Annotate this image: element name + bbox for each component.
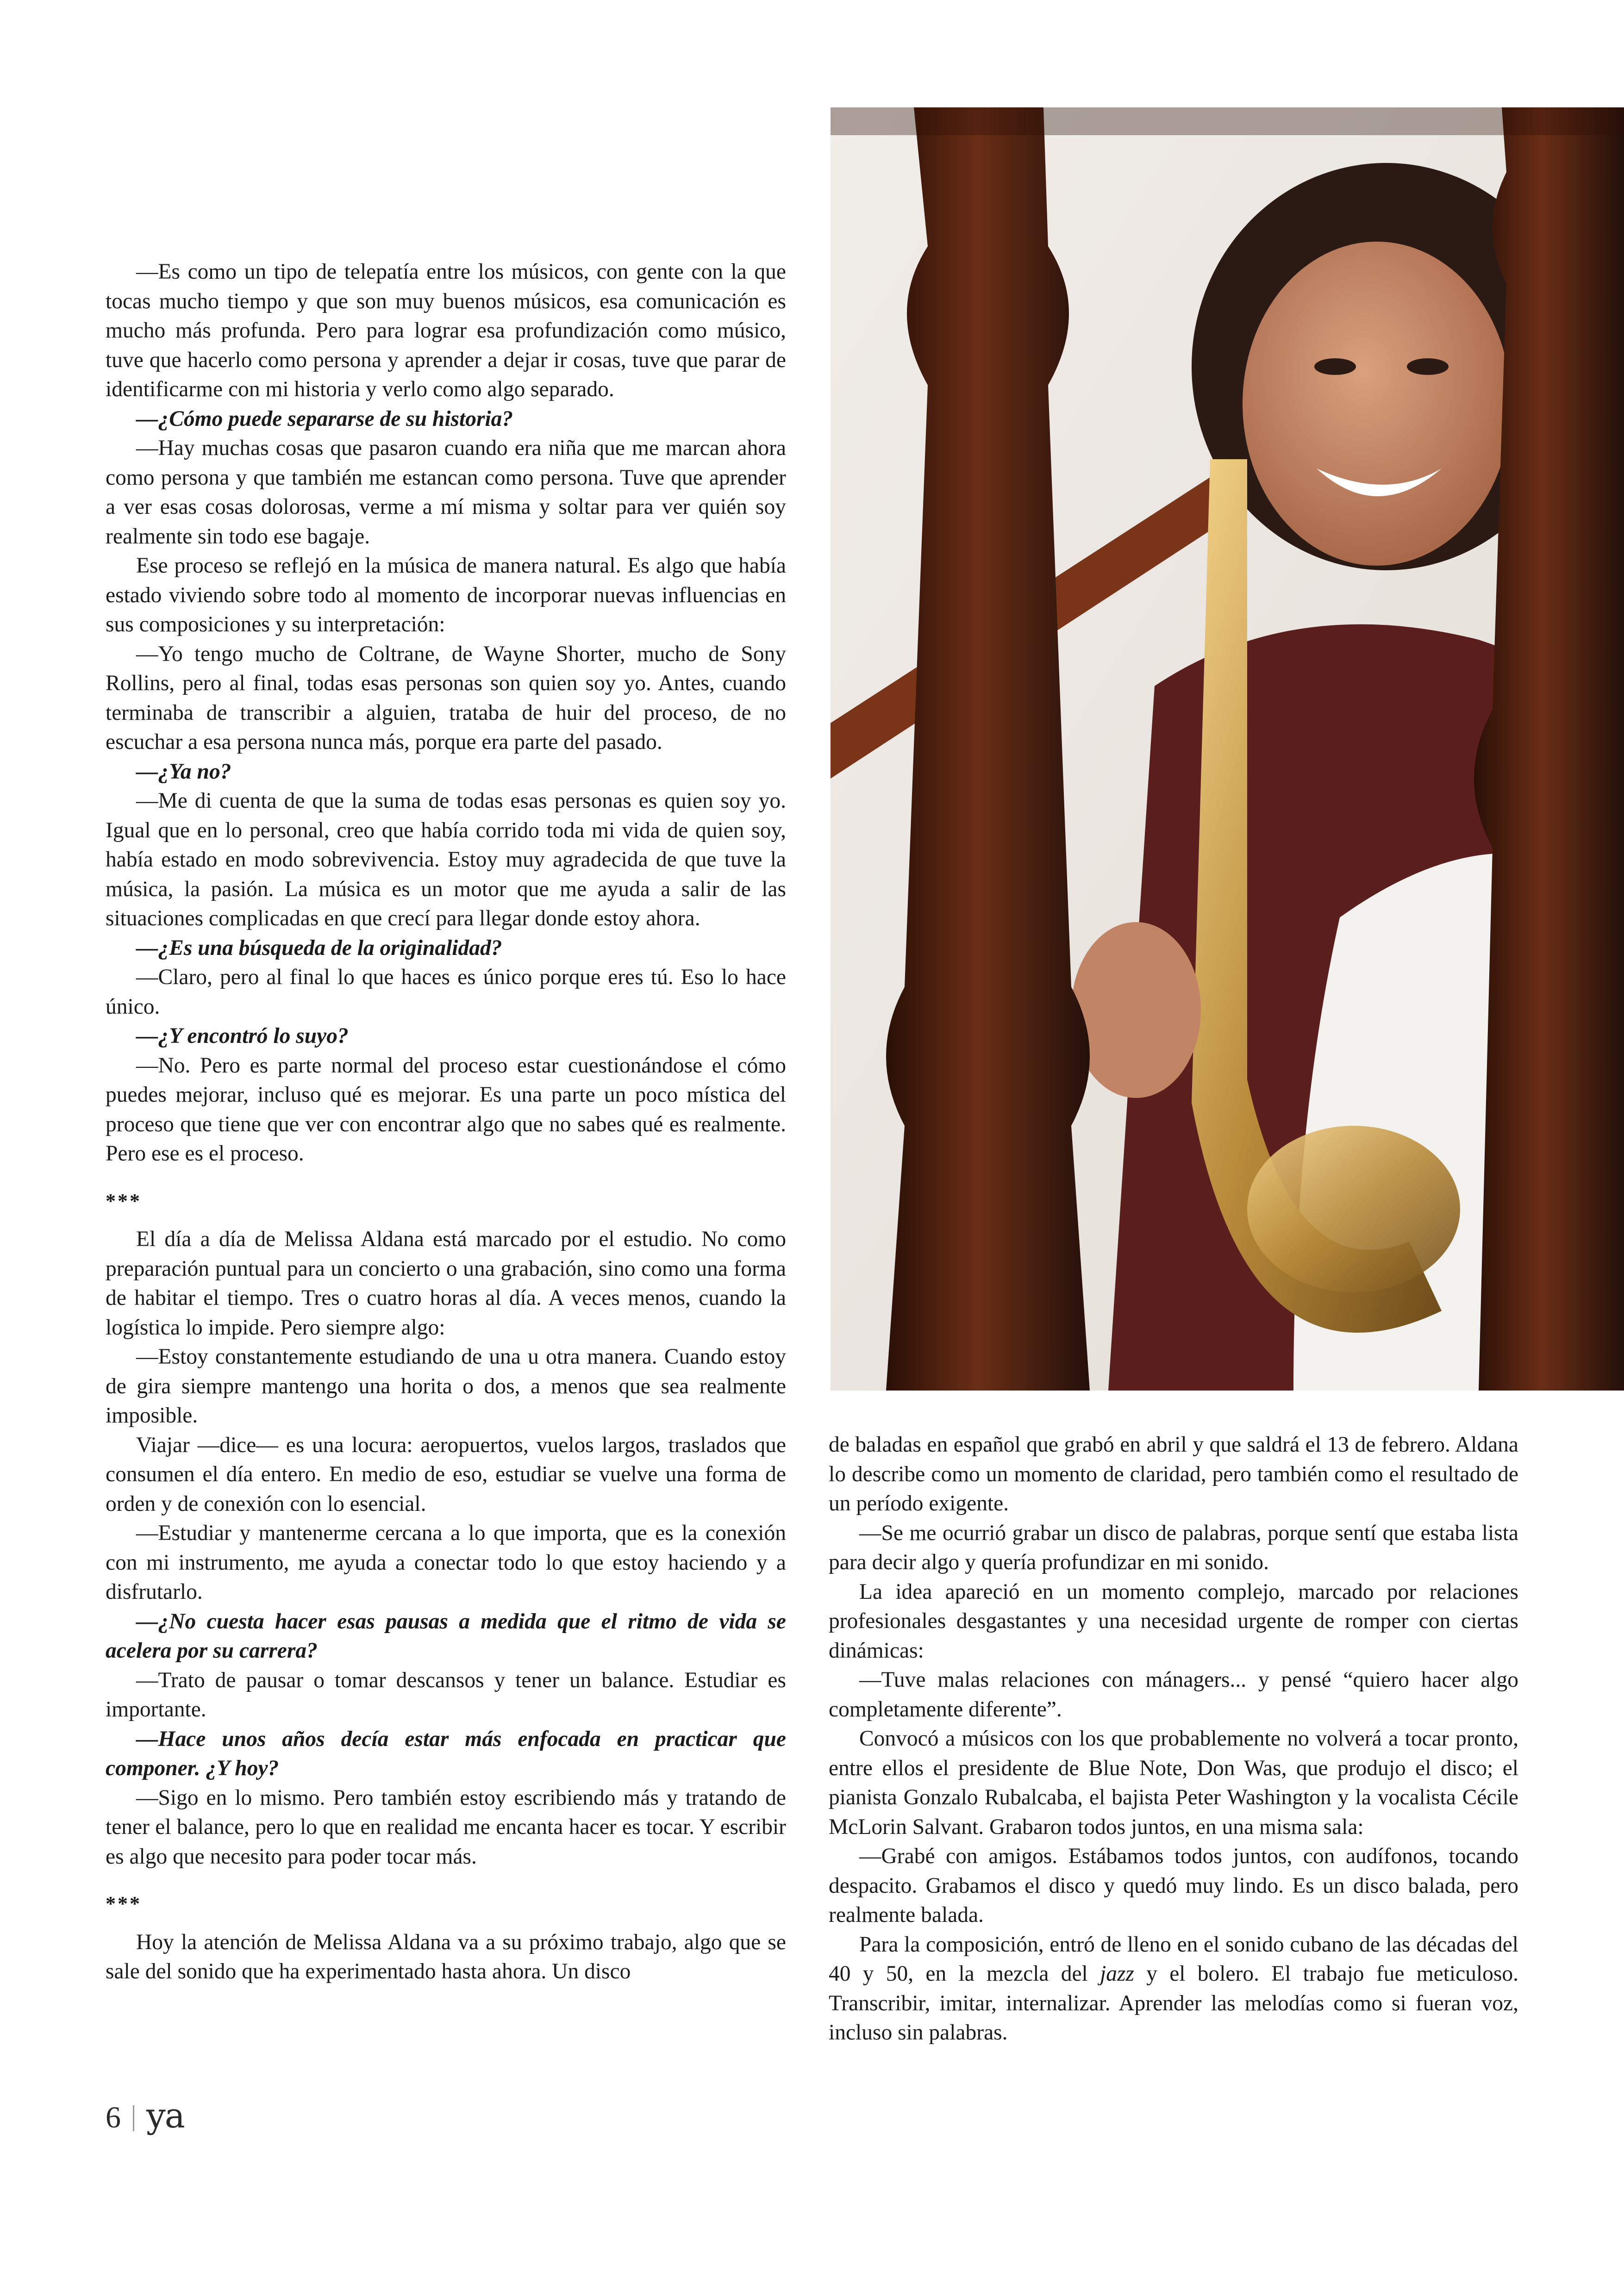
portrait-photo xyxy=(831,107,1624,1391)
page-footer xyxy=(106,2096,184,2136)
body-paragraph: —Tuve malas relaciones con mánagers... y pensé “quiero hacer algo completamente diferente”. xyxy=(829,1668,1518,1721)
body-paragraph: —Estudiar y mantenerme cercana a lo que importa, que es la conexión con mi instrumento, me ayuda a conectar todo lo que estoy haciendo y a disfrutarlo. xyxy=(106,1521,786,1604)
page-number: 6 xyxy=(106,2101,121,2134)
interview-question: —Hace unos años decía estar más enfocada en practicar que componer. ¿Y hoy? xyxy=(106,1727,786,1780)
body-paragraph: —Es como un tipo de telepatía entre los músicos, con gente con la que tocas mucho tiempo y que son muy buenos músicos, esa comunicación es mucho más profunda. Pero para lograr esa profundización como músico, tuve que hacerlo como persona y aprender a dejar ir cosas, tuve que parar de identificarme con mi historia y verlo como algo separado. xyxy=(106,260,786,401)
section-separator: *** xyxy=(106,1189,142,1212)
footer-divider xyxy=(133,2105,134,2131)
paragraph-text: y el bolero. El trabajo fue meticuloso. Transcribir, imitar, internalizar. Aprender las melodías como si fueran voz, incluso sin palabras. xyxy=(829,1962,1519,2045)
body-paragraph: —Me di cuenta de que la suma de todas esas personas es quien soy yo. Igual que en lo personal, creo que había corrido toda mi vida de quien soy, había estado en modo sobrevivencia. Estoy muy agradecida de que tuve la música, la pasión. La música es un motor que me ayuda a salir de las situaciones complicadas en que crecí para llegar donde estoy ahora. xyxy=(106,789,786,930)
body-paragraph xyxy=(829,1930,1518,2048)
body-paragraph: Ese proceso se reflejó en la música de manera natural. Es algo que había estado viviendo sobre todo al momento de incorporar nuevas influencias en sus composiciones y su interpretación: xyxy=(106,554,786,636)
italic-term: jazz xyxy=(1100,1962,1134,1986)
body-paragraph: Hoy la atención de Melissa Aldana va a su próximo trabajo, algo que se sale del sonido que ha experimentado hasta ahora. Un disco xyxy=(106,1930,786,1983)
right-text-column xyxy=(829,1430,1518,2048)
body-paragraph: —Trato de pausar o tomar descansos y tener un balance. Estudiar es importante. xyxy=(106,1668,786,1721)
interview-question: —¿Y encontró lo suyo? xyxy=(136,1024,349,1048)
body-paragraph: —Grabé con amigos. Estábamos todos juntos, con audífonos, tocando despacito. Grabamos el disco y quedó muy lindo. Es un disco balada, pero realmente balada. xyxy=(829,1844,1518,1927)
body-paragraph: —No. Pero es parte normal del proceso estar cuestionándose el cómo puedes mejorar, incluso qué es mejorar. Es una parte un poco mística del proceso que tiene que ver con encontrar algo que no sabes qué es realmente. Pero ese es el proceso. xyxy=(106,1053,786,1166)
body-paragraph: Convocó a músicos con los que probablemente no volverá a tocar pronto, entre ellos el presidente de Blue Note, Don Was, que produjo el disco; el pianista Gonzalo Rubalcaba, el bajista Peter Washington y la vocalista Cécile McLorin Salvant. Grabaron todos juntos, en una misma sala: xyxy=(829,1727,1518,1839)
paragraph-text: Para la composición, entró de lleno en el sonido cubano de las décadas del 40 y 50, en la mezcla del xyxy=(829,1932,1518,1986)
body-paragraph: —Sigo en lo mismo. Pero también estoy escribiendo más y tratando de tener el balance, pero lo que en realidad me encanta hacer es tocar. Y escribir es algo que necesito para poder tocar más. xyxy=(106,1785,786,1869)
interview-question: —¿Ya no? xyxy=(136,759,231,784)
section-separator: *** xyxy=(106,1892,142,1915)
body-paragraph: —Se me ocurrió grabar un disco de palabras, porque sentí que estaba lista para decir algo y quería profundizar en mi sonido. xyxy=(829,1521,1518,1574)
magazine-logo: ya xyxy=(146,2096,184,2136)
body-paragraph: La idea apareció en un momento complejo, marcado por relaciones profesionales desgastantes y una necesidad urgente de romper con ciertas dinámicas: xyxy=(829,1579,1518,1663)
interview-question: —¿No cuesta hacer esas pausas a medida que el ritmo de vida se acelera por su carrera? xyxy=(106,1609,786,1663)
saxophonist-portrait-illustration xyxy=(831,107,1624,1391)
body-paragraph: Viajar —dice— es una locura: aeropuertos, vuelos largos, traslados que consumen el día entero. En medio de eso, estudiar se vuelve una forma de orden y de conexión con lo esencial. xyxy=(106,1433,786,1516)
body-paragraph: —Estoy constantemente estudiando de una u otra manera. Cuando estoy de gira siempre mantengo una horita o dos, a menos que sea realmente imposible. xyxy=(106,1345,786,1428)
body-paragraph: —Claro, pero al final lo que haces es único porque eres tú. Eso lo hace único. xyxy=(106,965,786,1019)
body-paragraph: de baladas en español que grabó en abril y que saldrá el 13 de febrero. Aldana lo describe como un momento de claridad, pero también como el resultado de un período exigente. xyxy=(829,1433,1518,1515)
interview-question: —¿Cómo puede separarse de su historia? xyxy=(136,406,513,431)
interview-question: —¿Es una búsqueda de la originalidad? xyxy=(136,935,502,960)
left-text-column xyxy=(106,257,786,1987)
body-paragraph: —Hay muchas cosas que pasaron cuando era niña que me marcan ahora como persona y que también me estancan como persona. Tuve que aprender a ver esas cosas dolorosas, verme a mí misma y soltar para ver quién soy realmente sin todo ese bagaje. xyxy=(106,436,786,549)
body-paragraph: —Yo tengo mucho de Coltrane, de Wayne Shorter, mucho de Sony Rollins, pero al final, todas esas personas son quien soy yo. Antes, cuando terminaba de transcribir a alguien, trataba de huir del proceso, de no escuchar a esa persona nunca más, porque era parte del pasado. xyxy=(106,642,786,754)
body-paragraph: El día a día de Melissa Aldana está marcado por el estudio. No como preparación puntual para un concierto o una grabación, sino como una forma de habitar el tiempo. Tres o cuatro horas al día. A veces menos, cuando la logística lo impide. Pero siempre algo: xyxy=(106,1227,786,1340)
